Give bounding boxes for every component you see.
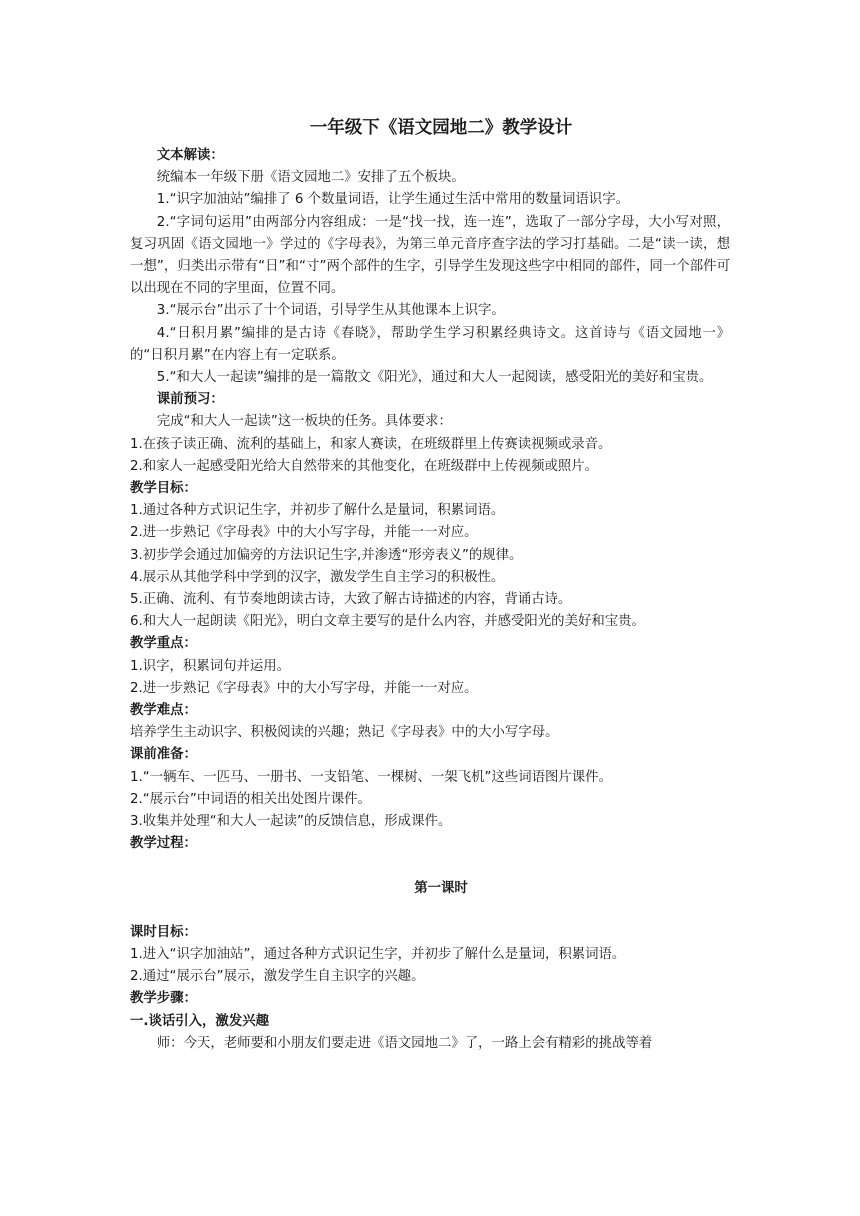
lesson-heading: 第一课时: [414, 880, 468, 896]
section-heading-steps: 教学步骤：: [130, 991, 197, 1007]
paragraph: 5.“和大人一起读”编排的是一篇散文《阳光》，通过和大人一起阅读，感受阳光的美好和宝贵。: [156, 370, 713, 386]
paragraph: 4.“日积月累”编排的是古诗《春晓》，帮助学生学习积累经典诗文。这首诗与《语文园地一》的“日积月累”在内容上有一定联系。: [130, 325, 730, 363]
paragraph: 完成“和大人一起读”这一板块的任务。具体要求：: [156, 414, 452, 430]
list-item: 1.进入“识字加油站”，通过各种方式识记生字，并初步了解什么是量词，积累词语。: [130, 946, 626, 962]
step-heading: 一.谈话引入，激发兴趣: [130, 1013, 269, 1029]
list-item: 1.在孩子读正确、流利的基础上，和家人赛读，在班级群里上传赛读视频或录音。: [130, 436, 612, 452]
list-item: 1.通过各种方式识记生字，并初步了解什么是量词，积累词语。: [130, 503, 505, 519]
document-body: [130, 116, 730, 1055]
page-title: 一年级下《语文园地二》教学设计: [309, 118, 573, 138]
paragraph: 培养学生主动识字、积极阅读的兴趣；熟记《字母表》中的大小写字母。: [130, 725, 559, 741]
list-item: 3.初步学会通过加偏旁的方法识记生字,并渗透“形旁表义”的规律。: [130, 547, 523, 563]
paragraph: 2.“字词句运用”由两部分内容组成：一是“找一找，连一连”，选取了一部分字母，大小写对照，复习巩固《语文园地一》学过的《字母表》，为第三单元音序查字法的学习打基础。二是“读一读，想一想”，归类出示带有“日”和“寸”两个部件的生字，引导学生发现这些字中相同的部件，同一个部件可以出现在不同的字里面，位置不同。: [130, 214, 730, 297]
list-item: 2.和家人一起感受阳光给大自然带来的其他变化，在班级群中上传视频或照片。: [130, 458, 599, 474]
list-item: 6.和大人一起朗读《阳光》，明白文章主要写的是什么内容，并感受阳光的美好和宝贵。: [130, 614, 645, 630]
paragraph: 师：今天，老师要和小朋友们要走进《语文园地二》了，一路上会有精彩的挑战等着: [156, 1035, 653, 1051]
section-heading-key-points: 教学重点：: [130, 636, 197, 652]
list-item: 2.进一步熟记《字母表》中的大小写字母，并能一一对应。: [130, 525, 478, 541]
paragraph: 1.“识字加油站”编排了 6 个数量词语，让学生通过生活中常用的数量词语识字。: [156, 192, 629, 208]
section-heading-difficulties: 教学难点：: [130, 703, 197, 719]
section-heading-lesson-goals: 课时目标：: [130, 924, 197, 940]
list-item: 2.“展示台”中词语的相关出处图片课件。: [130, 791, 371, 807]
section-heading-goals: 教学目标：: [130, 481, 197, 497]
spacer: [130, 856, 730, 878]
list-item: 3.收集并处理“和大人一起读”的反馈信息，形成课件。: [130, 814, 452, 830]
paragraph: 统编本一年级下册《语文园地二》安排了五个板块。: [156, 170, 465, 186]
section-heading-preparation: 课前准备：: [130, 747, 197, 763]
section-heading-text-reading: 文本解读：: [156, 148, 224, 163]
list-item: 1.识字，积累词句并运用。: [130, 658, 291, 674]
list-item: 1.“一辆车、一匹马、一册书、一支铅笔、一棵树、一架飞机”这些词语图片课件。: [130, 769, 612, 785]
paragraph: 3.“展示台”出示了十个词语，引导学生从其他课本上识字。: [156, 303, 505, 319]
list-item: 2.通过“展示台”展示，激发学生自主识字的兴趣。: [130, 969, 425, 985]
spacer: [130, 900, 730, 922]
section-heading-process: 教学过程：: [130, 836, 197, 852]
list-item: 5.正确、流利、有节奏地朗读古诗，大致了解古诗描述的内容，背诵古诗。: [130, 592, 572, 608]
list-item: 2.进一步熟记《字母表》中的大小写字母，并能一一对应。: [130, 680, 478, 696]
list-item: 4.展示从其他学科中学到的汉字，激发学生自主学习的积极性。: [130, 569, 505, 585]
section-heading-preview: 课前预习：: [156, 392, 224, 408]
